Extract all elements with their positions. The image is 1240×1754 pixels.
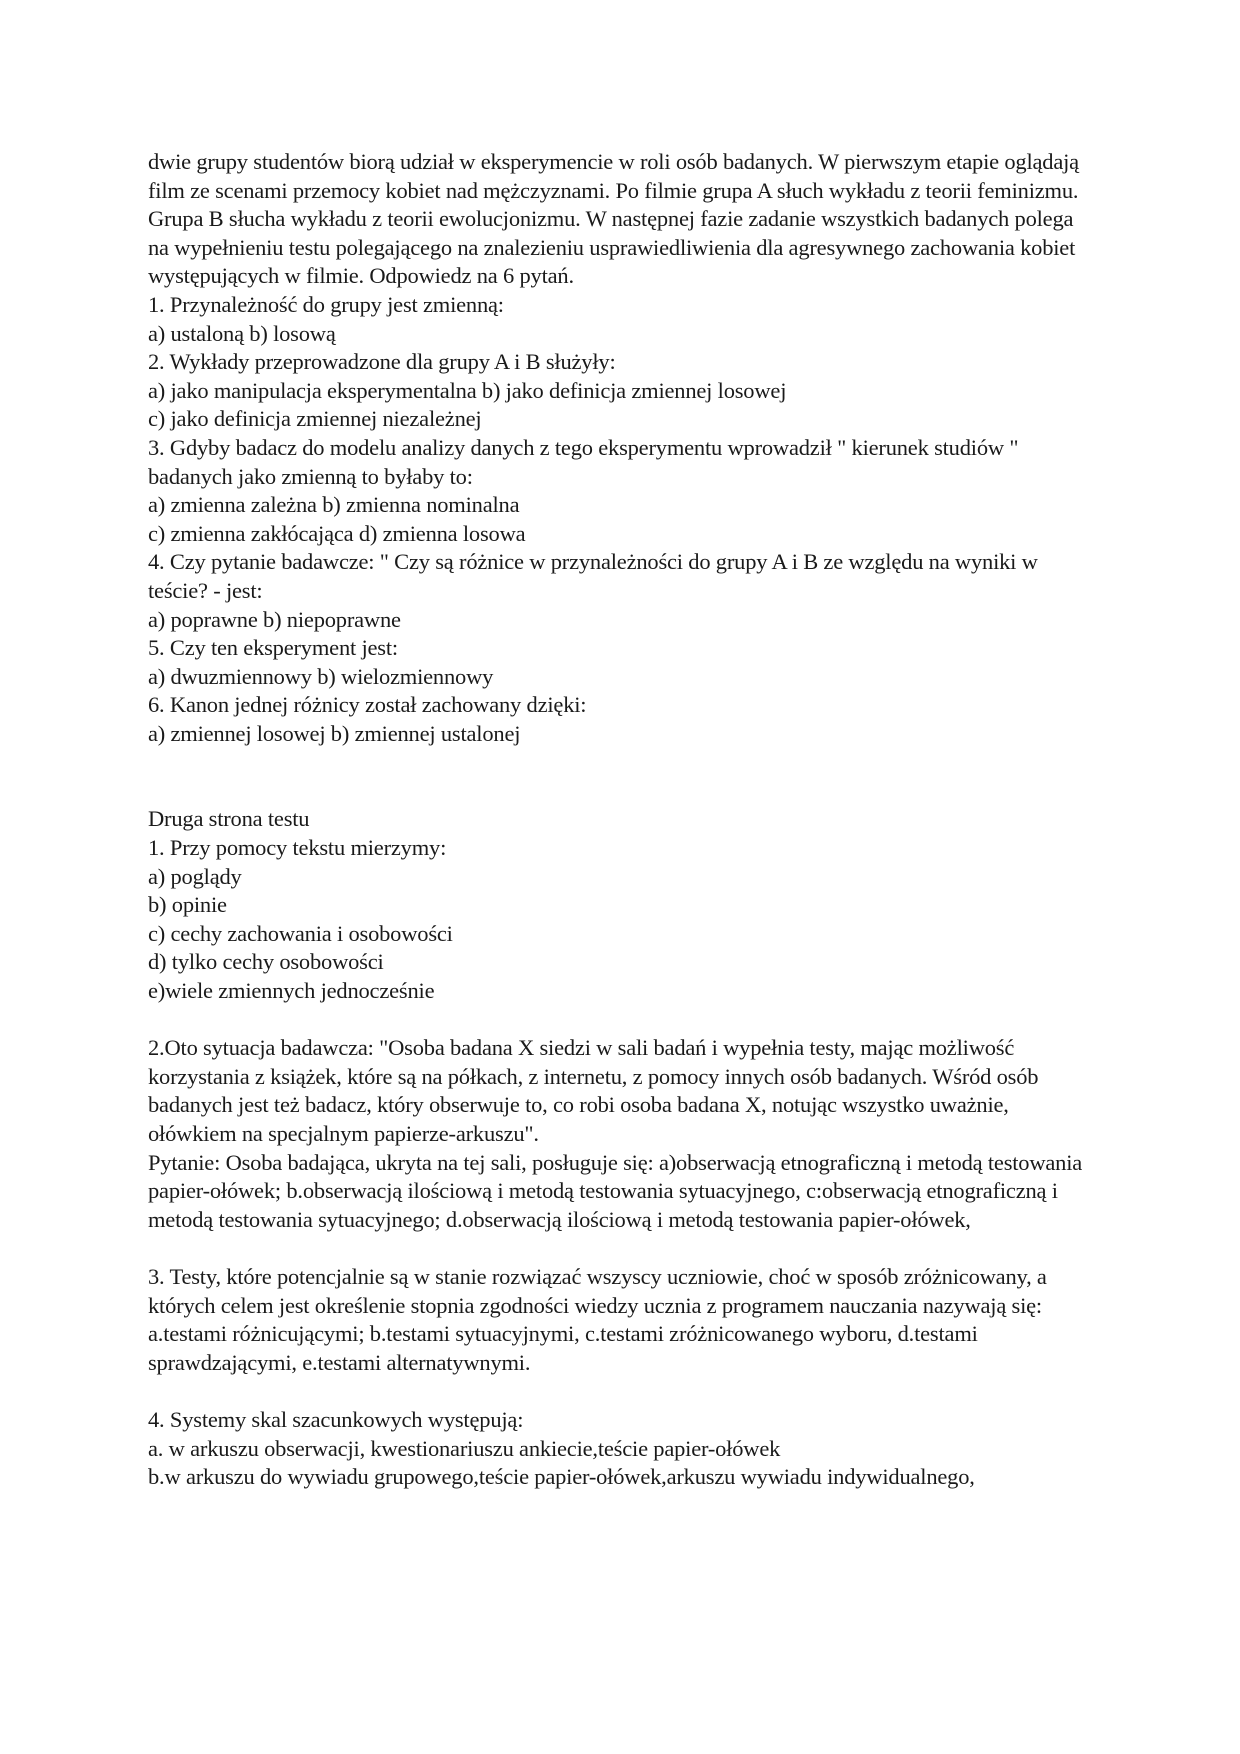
section-spacer	[148, 748, 1098, 805]
q2-answers-ab: a) jako manipulacja eksperymentalna b) jako definicja zmiennej losowej	[148, 377, 787, 403]
part2-q1-answer-c: c) cechy zachowania i osobowości	[148, 920, 453, 946]
q6-question: 6. Kanon jednej różnicy został zachowany dzięki:	[148, 692, 587, 718]
part2-q2-question: Pytanie: Osoba badająca, ukryta na tej sali, posługuje się: a)obserwacją etnograficzną i metodą testowania papier-ołówek; b.obserwacją ilościową i metodą testowania sytuacyjnego, c:obserwacją etnograficzną i metodą testowania sytuacyjnego; d.obserwacją ilościową i metodą testowania papier-ołówek,	[148, 1149, 1083, 1232]
part2-q1-answer-e: e)wiele zmiennych jednocześnie	[148, 978, 435, 1004]
q5-answers: a) dwuzmiennowy b) wielozmiennowy	[148, 663, 494, 689]
part2-q2-text: 2.Oto sytuacja badawcza: "Osoba badana X siedzi w sali badań i wypełnia testy, mając możliwość korzystania z książek, które są na półkach, z internetu, z pomocy innych osób badanych. Wśród osób badanych jest też badacz, który obserwuje to, co robi osoba badana X, notując wszystko uważnie, ołówkiem na specjalnym papierze-arkuszu".	[148, 1035, 1039, 1146]
part2-q4-text: 4. Systemy skal szacunkowych występują:	[148, 1406, 524, 1432]
q6-answers: a) zmiennej losowej b) zmiennej ustalonej	[148, 720, 521, 746]
part2-q4-answer-a: a. w arkuszu obserwacji, kwestionariuszu ankiecie,teście papier-ołówek	[148, 1435, 781, 1461]
part2-q3-text: 3. Testy, które potencjalnie są w stanie rozwiązać wszyscy uczniowie, choć w sposób zróżnicowany, a których celem jest określenie stopnia zgodności wiedzy ucznia z programem nauczania nazywają się:	[148, 1263, 1047, 1318]
q5-question: 5. Czy ten eksperyment jest:	[148, 635, 398, 661]
q4-answers: a) poprawne b) niepoprawne	[148, 606, 401, 632]
paragraph-spacer	[148, 1377, 1098, 1406]
intro-paragraph: dwie grupy studentów biorą udział w eksperymencie w roli osób badanych. W pierwszym etapie oglądają film ze scenami przemocy kobiet nad mężczyznami. Po filmie grupa A słuch wykładu z teorii feminizmu. Grupa B słucha wykładu z teorii ewolucjonizmu. W następnej fazie zadanie wszystkich badanych polega na wypełnieniu testu polegającego na znalezieniu usprawiedliwienia dla agresywnego zachowania kobiet występujących w filmie. Odpowiedz na 6 pytań.	[148, 149, 1079, 289]
q3-answers-cd: c) zmienna zakłócająca d) zmienna losowa	[148, 520, 526, 546]
part2-q4-answer-b: b.w arkuszu do wywiadu grupowego,teście papier-ołówek,arkuszu wywiadu indywidualnego,	[148, 1464, 975, 1490]
part2-q1-answer-d: d) tylko cechy osobowości	[148, 949, 384, 975]
part2-q1-answer-a: a) poglądy	[148, 863, 242, 889]
paragraph-spacer	[148, 1234, 1098, 1263]
q3-answers-ab: a) zmienna zależna b) zmienna nominalna	[148, 492, 520, 518]
document-body	[148, 148, 1098, 1492]
q4-question: 4. Czy pytanie badawcze: " Czy są różnice w przynależności do grupy A i B ze względu na wyniki w teście? - jest:	[148, 549, 1038, 603]
paragraph-spacer	[148, 1006, 1098, 1035]
q3-question: 3. Gdyby badacz do modelu analizy danych z tego eksperymentu wprowadził " kierunek studiów " badanych jako zmienną to byłaby to:	[148, 434, 1019, 489]
q1-answers: a) ustaloną b) losową	[148, 320, 336, 346]
part2-q1-answer-b: b) opinie	[148, 892, 227, 918]
part2-q1-question: 1. Przy pomocy tekstu mierzymy:	[148, 835, 447, 861]
q1-question: 1. Przynależność do grupy jest zmienną:	[148, 291, 504, 317]
q2-question: 2. Wykłady przeprowadzone dla grupy A i B służyły:	[148, 349, 616, 375]
part2-q3-answers: a.testami różnicującymi; b.testami sytuacyjnymi, c.testami zróżnicowanego wyboru, d.testami sprawdzającymi, e.testami alternatywnymi.	[148, 1321, 978, 1375]
part2-title: Druga strona testu	[148, 806, 310, 832]
q2-answers-c: c) jako definicja zmiennej niezależnej	[148, 406, 482, 432]
